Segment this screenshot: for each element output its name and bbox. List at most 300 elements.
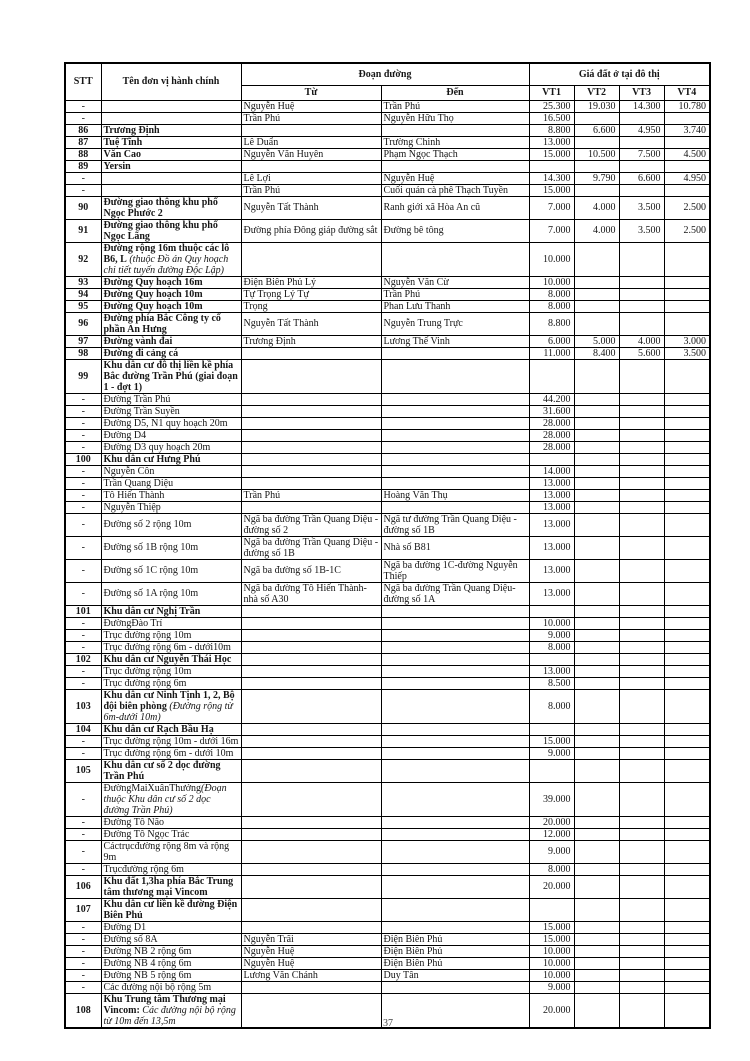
cell-vt2: [574, 957, 619, 969]
cell-vt3: [619, 898, 664, 921]
cell-vt3: [619, 735, 664, 747]
cell-to: [381, 465, 529, 477]
cell-to: [381, 875, 529, 898]
cell-admin-unit: [101, 429, 241, 441]
cell-admin-unit: [101, 100, 241, 112]
cell-vt2: [574, 653, 619, 665]
cell-admin-unit: [101, 828, 241, 840]
admin-unit-text: Trần Quang Diệu: [103, 477, 174, 489]
cell-vt1: 13.000: [529, 665, 574, 677]
cell-vt1: 12.000: [529, 828, 574, 840]
cell-stt: 102: [65, 653, 101, 665]
cell-vt4: [664, 405, 710, 417]
cell-vt2: [574, 875, 619, 898]
cell-admin-unit: [101, 501, 241, 513]
cell-vt4: [664, 501, 710, 513]
cell-from: Nguyễn Tất Thành: [241, 196, 381, 219]
header-vt3: VT3: [619, 85, 664, 100]
admin-unit-note: Các đường nội bộ rộng từ 10m đến 13,5m: [103, 1004, 236, 1027]
cell-from: Lương Văn Chánh: [241, 969, 381, 981]
cell-vt3: [619, 665, 664, 677]
cell-admin-unit: [101, 782, 241, 816]
admin-unit-text: Đường NB 5 rộng 6m: [103, 969, 192, 981]
cell-vt3: [619, 417, 664, 429]
cell-vt1: 8.000: [529, 689, 574, 723]
cell-vt1: 25.300: [529, 100, 574, 112]
cell-vt1: 14.000: [529, 465, 574, 477]
cell-vt2: 19.030: [574, 100, 619, 112]
cell-stt: 99: [65, 359, 101, 393]
cell-vt3: [619, 559, 664, 582]
cell-vt4: [664, 735, 710, 747]
admin-unit-text: Nguyễn Thiệp: [103, 501, 161, 513]
cell-from: [241, 677, 381, 689]
cell-vt1: 9.000: [529, 747, 574, 759]
cell-vt4: [664, 513, 710, 536]
cell-admin-unit: [101, 933, 241, 945]
cell-vt3: [619, 276, 664, 288]
admin-unit-text: Đường số 8A: [103, 933, 158, 945]
cell-from: Nguyễn Huệ: [241, 957, 381, 969]
admin-unit-text: Đường NB 4 rộng 6m: [103, 957, 192, 969]
cell-vt2: [574, 981, 619, 993]
cell-stt: -: [65, 489, 101, 501]
cell-stt: 95: [65, 300, 101, 312]
cell-from: [241, 429, 381, 441]
cell-admin-unit: [101, 347, 241, 359]
cell-from: Nguyễn Huệ: [241, 945, 381, 957]
cell-stt: -: [65, 677, 101, 689]
cell-vt2: 6.600: [574, 124, 619, 136]
table-row: [65, 300, 710, 312]
table-row: [65, 160, 710, 172]
cell-vt4: [664, 112, 710, 124]
cell-vt2: 9.790: [574, 172, 619, 184]
cell-to: Nguyễn Hữu Thọ: [381, 112, 529, 124]
admin-unit-text: Đường đi cảng cá: [103, 347, 179, 359]
cell-vt4: [664, 453, 710, 465]
cell-vt2: [574, 300, 619, 312]
cell-vt2: [574, 605, 619, 617]
cell-vt4: [664, 840, 710, 863]
admin-unit-text: Đường D3 quy hoạch 20m: [103, 441, 211, 453]
cell-stt: -: [65, 501, 101, 513]
cell-from: Nguyễn Văn Huyên: [241, 148, 381, 160]
cell-admin-unit: [101, 957, 241, 969]
cell-stt: 104: [65, 723, 101, 735]
cell-stt: -: [65, 933, 101, 945]
admin-unit-text: Đường Trần Suyền: [103, 405, 180, 417]
cell-vt1: 44.200: [529, 393, 574, 405]
admin-unit-text: Đường D4: [103, 429, 147, 441]
cell-vt4: [664, 288, 710, 300]
cell-vt3: 14.300: [619, 100, 664, 112]
cell-stt: -: [65, 921, 101, 933]
cell-stt: 89: [65, 160, 101, 172]
cell-vt3: [619, 945, 664, 957]
table-row: [65, 429, 710, 441]
table-row: [65, 782, 710, 816]
cell-from: Trần Phú: [241, 184, 381, 196]
cell-to: Trần Phú: [381, 100, 529, 112]
table-row: [65, 747, 710, 759]
cell-to: [381, 735, 529, 747]
cell-from: Trọng: [241, 300, 381, 312]
table-row: [65, 184, 710, 196]
cell-vt3: [619, 112, 664, 124]
cell-vt3: 4.000: [619, 335, 664, 347]
table-body: [65, 100, 710, 1028]
cell-stt: 101: [65, 605, 101, 617]
cell-vt4: 2.500: [664, 196, 710, 219]
cell-vt4: 4.500: [664, 148, 710, 160]
cell-vt1: 9.000: [529, 629, 574, 641]
table-row: [65, 465, 710, 477]
cell-vt4: [664, 629, 710, 641]
cell-vt1: 8.000: [529, 288, 574, 300]
cell-vt4: 3.500: [664, 347, 710, 359]
cell-admin-unit: [101, 136, 241, 148]
cell-to: [381, 863, 529, 875]
cell-vt2: [574, 629, 619, 641]
cell-to: [381, 677, 529, 689]
cell-vt1: 7.000: [529, 219, 574, 242]
cell-from: [241, 747, 381, 759]
cell-vt1: 10.000: [529, 969, 574, 981]
cell-to: [381, 347, 529, 359]
cell-vt2: [574, 112, 619, 124]
cell-stt: -: [65, 641, 101, 653]
admin-unit-text: Đường rộng 16m thuộc các lô B6, L: [103, 242, 230, 265]
cell-to: Phạm Ngọc Thạch: [381, 148, 529, 160]
cell-vt1: 7.000: [529, 196, 574, 219]
cell-admin-unit: [101, 898, 241, 921]
table-row: [65, 933, 710, 945]
cell-stt: 87: [65, 136, 101, 148]
cell-stt: 88: [65, 148, 101, 160]
cell-vt2: [574, 863, 619, 875]
cell-vt3: 3.500: [619, 196, 664, 219]
admin-unit-text: Đường số 2 rộng 10m: [103, 519, 192, 530]
cell-vt4: [664, 465, 710, 477]
cell-stt: 100: [65, 453, 101, 465]
cell-vt1: 10.000: [529, 242, 574, 276]
cell-vt3: [619, 160, 664, 172]
admin-unit-text: Khu đất 1,3ha phía Bắc Trung tâm thương mại Vincom: [103, 875, 234, 898]
cell-stt: -: [65, 477, 101, 489]
cell-vt2: [574, 489, 619, 501]
admin-unit-text: Văn Cao: [103, 148, 142, 160]
cell-vt1: 9.000: [529, 981, 574, 993]
cell-vt3: [619, 863, 664, 875]
cell-to: [381, 417, 529, 429]
cell-stt: -: [65, 441, 101, 453]
cell-vt2: [574, 136, 619, 148]
admin-unit-text: Đường Tô Não: [103, 816, 165, 828]
cell-stt: 86: [65, 124, 101, 136]
cell-stt: -: [65, 945, 101, 957]
cell-vt4: [664, 300, 710, 312]
cell-vt1: 10.000: [529, 957, 574, 969]
cell-vt4: [664, 969, 710, 981]
cell-vt3: [619, 288, 664, 300]
cell-from: Lê Duẩn: [241, 136, 381, 148]
admin-unit-text: Đường Quy hoạch 10m: [103, 300, 203, 312]
cell-vt1: 28.000: [529, 441, 574, 453]
table-row: [65, 945, 710, 957]
table-row: [65, 536, 710, 559]
cell-admin-unit: [101, 945, 241, 957]
cell-stt: -: [65, 840, 101, 863]
cell-vt4: [664, 945, 710, 957]
cell-vt3: [619, 782, 664, 816]
cell-to: [381, 160, 529, 172]
cell-vt4: [664, 875, 710, 898]
cell-vt3: [619, 501, 664, 513]
cell-vt2: [574, 782, 619, 816]
cell-vt3: [619, 582, 664, 605]
cell-vt1: 8.000: [529, 863, 574, 875]
admin-unit-text: Trục đường rộng 6m - dưới 10m: [103, 747, 234, 759]
cell-from: Nguyễn Huệ: [241, 100, 381, 112]
cell-from: [241, 477, 381, 489]
admin-unit-text: ĐườngĐào Trí: [103, 617, 163, 629]
cell-to: [381, 840, 529, 863]
table-row: [65, 816, 710, 828]
cell-vt1: 20.000: [529, 875, 574, 898]
admin-unit-text: Đường số 1A rộng 10m: [103, 588, 199, 599]
cell-vt3: [619, 536, 664, 559]
cell-vt1: 10.000: [529, 276, 574, 288]
cell-from: Trần Phú: [241, 112, 381, 124]
cell-to: Nguyễn Trung Trực: [381, 312, 529, 335]
cell-from: [241, 759, 381, 782]
cell-vt3: [619, 747, 664, 759]
table-row: [65, 347, 710, 359]
cell-admin-unit: [101, 477, 241, 489]
cell-to: Hoàng Văn Thụ: [381, 489, 529, 501]
cell-vt3: [619, 677, 664, 689]
cell-admin-unit: [101, 875, 241, 898]
cell-admin-unit: [101, 312, 241, 335]
admin-unit-text: Khu dân cư Rạch Bầu Hạ: [103, 723, 214, 735]
cell-vt2: [574, 898, 619, 921]
cell-to: Phan Lưu Thanh: [381, 300, 529, 312]
table-row: [65, 617, 710, 629]
cell-from: [241, 465, 381, 477]
cell-vt4: [664, 559, 710, 582]
cell-stt: 93: [65, 276, 101, 288]
cell-admin-unit: [101, 489, 241, 501]
table-row: [65, 136, 710, 148]
table-row: [65, 689, 710, 723]
cell-from: [241, 160, 381, 172]
cell-stt: 96: [65, 312, 101, 335]
table-row: [65, 641, 710, 653]
cell-vt1: 11.000: [529, 347, 574, 359]
header-road-section: Đoạn đường: [241, 63, 529, 85]
cell-vt1: 20.000: [529, 993, 574, 1028]
table-row: [65, 196, 710, 219]
cell-to: [381, 453, 529, 465]
admin-unit-text: Các đường nội bộ rộng 5m: [103, 981, 212, 993]
cell-to: Trường Chinh: [381, 136, 529, 148]
cell-vt3: [619, 641, 664, 653]
cell-vt3: [619, 816, 664, 828]
table-row: [65, 417, 710, 429]
cell-vt1: 13.000: [529, 513, 574, 536]
cell-vt4: [664, 359, 710, 393]
cell-vt4: [664, 441, 710, 453]
admin-unit-text: Khu dân cư Nghị Trần: [103, 605, 201, 617]
cell-stt: -: [65, 582, 101, 605]
cell-stt: -: [65, 465, 101, 477]
cell-vt2: [574, 747, 619, 759]
cell-admin-unit: [101, 981, 241, 993]
cell-admin-unit: [101, 219, 241, 242]
cell-to: [381, 816, 529, 828]
cell-to: [381, 759, 529, 782]
cell-from: Lê Lợi: [241, 172, 381, 184]
cell-vt2: [574, 477, 619, 489]
admin-unit-text: Đường D1: [103, 921, 147, 933]
cell-from: Nguyễn Tất Thành: [241, 312, 381, 335]
cell-from: Đường phía Đông giáp đường sắt: [241, 219, 381, 242]
cell-vt2: [574, 759, 619, 782]
cell-vt1: 10.000: [529, 617, 574, 629]
cell-admin-unit: [101, 677, 241, 689]
table-row: [65, 489, 710, 501]
table-row: [65, 148, 710, 160]
cell-vt2: 4.000: [574, 219, 619, 242]
cell-vt3: [619, 465, 664, 477]
cell-vt1: 28.000: [529, 417, 574, 429]
table-row: [65, 335, 710, 347]
cell-stt: -: [65, 782, 101, 816]
table-row: [65, 513, 710, 536]
admin-unit-text: Đường Trần Phú: [103, 393, 171, 405]
table-row: [65, 898, 710, 921]
header-stt: STT: [65, 63, 101, 100]
cell-vt4: [664, 782, 710, 816]
admin-unit-text: Khu dân cư Ninh Tịnh 1, 2, Bộ đội biên phòng: [103, 689, 235, 712]
cell-stt: -: [65, 735, 101, 747]
cell-vt3: 5.600: [619, 347, 664, 359]
table-row: [65, 453, 710, 465]
table-row: [65, 405, 710, 417]
cell-vt1: 8.500: [529, 677, 574, 689]
cell-admin-unit: [101, 617, 241, 629]
cell-admin-unit: [101, 513, 241, 536]
admin-unit-text: Đường số 1B rộng 10m: [103, 542, 199, 553]
cell-vt1: 15.000: [529, 735, 574, 747]
cell-vt2: [574, 184, 619, 196]
cell-stt: 103: [65, 689, 101, 723]
table-row: [65, 501, 710, 513]
cell-to: [381, 641, 529, 653]
admin-unit-text: Đường giao thông khu phố Ngọc Phước 2: [103, 196, 218, 219]
cell-vt4: [664, 417, 710, 429]
cell-admin-unit: [101, 276, 241, 288]
table-row: [65, 629, 710, 641]
cell-admin-unit: [101, 816, 241, 828]
table-row: [65, 441, 710, 453]
cell-from: [241, 665, 381, 677]
cell-to: Ngã ba đường Trần Quang Diệu-đường số 1A: [381, 582, 529, 605]
cell-admin-unit: [101, 453, 241, 465]
table-row: [65, 875, 710, 898]
cell-to: Ngã ba đường 1C-đường Nguyễn Thiếp: [381, 559, 529, 582]
cell-vt2: [574, 405, 619, 417]
cell-admin-unit: [101, 735, 241, 747]
cell-to: [381, 723, 529, 735]
cell-stt: -: [65, 429, 101, 441]
cell-vt4: [664, 136, 710, 148]
cell-vt4: [664, 677, 710, 689]
cell-from: [241, 453, 381, 465]
cell-from: [241, 653, 381, 665]
admin-unit-note: (Đoạn thuộc Khu dân cư số 2 dọc đường Trần Phú): [103, 782, 227, 816]
cell-vt4: [664, 981, 710, 993]
admin-unit-text: Đường NB 2 rộng 6m: [103, 945, 192, 957]
cell-vt2: [574, 933, 619, 945]
cell-to: [381, 124, 529, 136]
admin-unit-text: Khu dân cư liền kề đường Điện Biên Phủ: [103, 898, 238, 921]
cell-vt1: [529, 759, 574, 782]
cell-admin-unit: [101, 124, 241, 136]
cell-vt2: [574, 453, 619, 465]
cell-to: [381, 653, 529, 665]
cell-stt: 98: [65, 347, 101, 359]
cell-stt: -: [65, 393, 101, 405]
cell-to: [381, 747, 529, 759]
cell-to: [381, 429, 529, 441]
cell-vt2: [574, 921, 619, 933]
cell-admin-unit: [101, 759, 241, 782]
cell-from: [241, 359, 381, 393]
cell-vt2: [574, 969, 619, 981]
cell-to: Duy Tân: [381, 969, 529, 981]
cell-vt3: 7.500: [619, 148, 664, 160]
cell-vt3: [619, 617, 664, 629]
cell-to: Điện Biên Phủ: [381, 933, 529, 945]
land-price-table: [64, 62, 711, 1029]
cell-vt1: 15.000: [529, 148, 574, 160]
admin-unit-text: Đường Tô Ngọc Trác: [103, 828, 190, 840]
cell-vt2: [574, 441, 619, 453]
cell-vt3: [619, 477, 664, 489]
cell-from: [241, 921, 381, 933]
cell-vt2: [574, 723, 619, 735]
header-vt4: VT4: [664, 85, 710, 100]
admin-unit-text: Khu dân cư Hưng Phú: [103, 453, 201, 465]
cell-to: Cuối quán cà phê Thạch Tuyền: [381, 184, 529, 196]
cell-to: Nhà số B81: [381, 536, 529, 559]
cell-stt: -: [65, 559, 101, 582]
cell-from: Ngã ba đường Tô Hiến Thành-nhà số A30: [241, 582, 381, 605]
cell-vt1: 13.000: [529, 477, 574, 489]
table-row: [65, 312, 710, 335]
cell-vt3: [619, 629, 664, 641]
cell-admin-unit: [101, 921, 241, 933]
cell-vt1: 15.000: [529, 933, 574, 945]
cell-stt: -: [65, 417, 101, 429]
cell-to: [381, 405, 529, 417]
cell-vt3: [619, 300, 664, 312]
admin-unit-text: Trục đường rộng 6m - dưới10m: [103, 641, 231, 653]
table-row: [65, 276, 710, 288]
table-row: [65, 665, 710, 677]
